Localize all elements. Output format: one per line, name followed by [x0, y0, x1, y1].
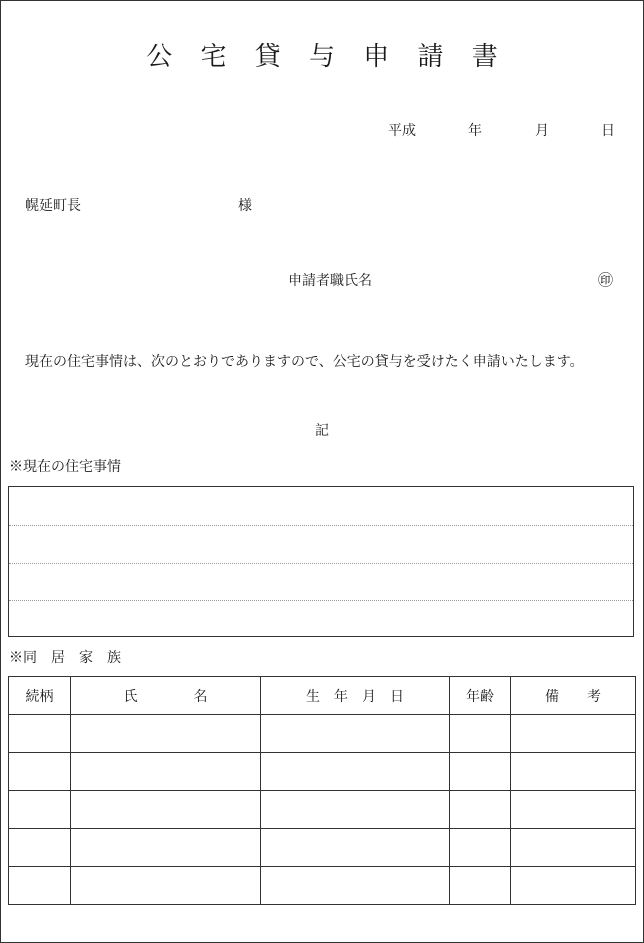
applicant-label: 申請者職氏名	[288, 273, 372, 289]
request-body-text: 現在の住宅事情は、次のとおりでありますので、公宅の貸与を受けたく申請いたします。	[25, 354, 584, 370]
table-row	[9, 867, 636, 905]
housing-line	[9, 525, 633, 526]
cell-birthdate[interactable]	[261, 715, 450, 753]
cell-relationship[interactable]	[9, 829, 71, 867]
cell-name[interactable]	[71, 753, 261, 791]
header-relationship: 続柄	[9, 677, 71, 715]
date-year-label: 年	[468, 123, 482, 139]
section-housing-heading: ※現在の住宅事情	[9, 459, 121, 475]
housing-line	[9, 563, 633, 564]
table-row	[9, 715, 636, 753]
cell-remarks[interactable]	[511, 867, 636, 905]
document-title: 公 宅 貸 与 申 請 書	[146, 42, 508, 72]
date-day-label: 日	[601, 123, 615, 139]
seal-mark: ㊞	[598, 271, 614, 289]
cell-birthdate[interactable]	[261, 791, 450, 829]
cell-relationship[interactable]	[9, 753, 71, 791]
header-birthdate: 生 年 月 日	[261, 677, 450, 715]
cell-birthdate[interactable]	[261, 829, 450, 867]
table-row	[9, 829, 636, 867]
cell-remarks[interactable]	[511, 715, 636, 753]
cell-name[interactable]	[71, 829, 261, 867]
cell-remarks[interactable]	[511, 753, 636, 791]
cell-name[interactable]	[71, 867, 261, 905]
date-era-label: 平成	[388, 123, 416, 139]
housing-line	[9, 600, 633, 601]
cell-name[interactable]	[71, 791, 261, 829]
header-remarks: 備 考	[511, 677, 636, 715]
ki-heading: 記	[315, 423, 329, 439]
cell-age[interactable]	[450, 829, 511, 867]
cell-birthdate[interactable]	[261, 753, 450, 791]
honorific: 様	[238, 198, 252, 214]
cell-relationship[interactable]	[9, 867, 71, 905]
cell-birthdate[interactable]	[261, 867, 450, 905]
cell-age[interactable]	[450, 715, 511, 753]
addressee: 幌延町長	[25, 198, 81, 214]
date-month-label: 月	[535, 123, 549, 139]
table-row	[9, 791, 636, 829]
cell-name[interactable]	[71, 715, 261, 753]
table-row	[9, 753, 636, 791]
cell-relationship[interactable]	[9, 791, 71, 829]
housing-situation-box[interactable]	[8, 486, 634, 637]
cell-age[interactable]	[450, 867, 511, 905]
header-age: 年齢	[450, 677, 511, 715]
cell-age[interactable]	[450, 753, 511, 791]
cell-relationship[interactable]	[9, 715, 71, 753]
cell-remarks[interactable]	[511, 829, 636, 867]
section-family-heading: ※同 居 家 族	[9, 650, 121, 666]
family-table	[8, 676, 636, 905]
cell-age[interactable]	[450, 791, 511, 829]
header-name: 氏 名	[71, 677, 261, 715]
family-table-header-row	[9, 677, 636, 715]
cell-remarks[interactable]	[511, 791, 636, 829]
